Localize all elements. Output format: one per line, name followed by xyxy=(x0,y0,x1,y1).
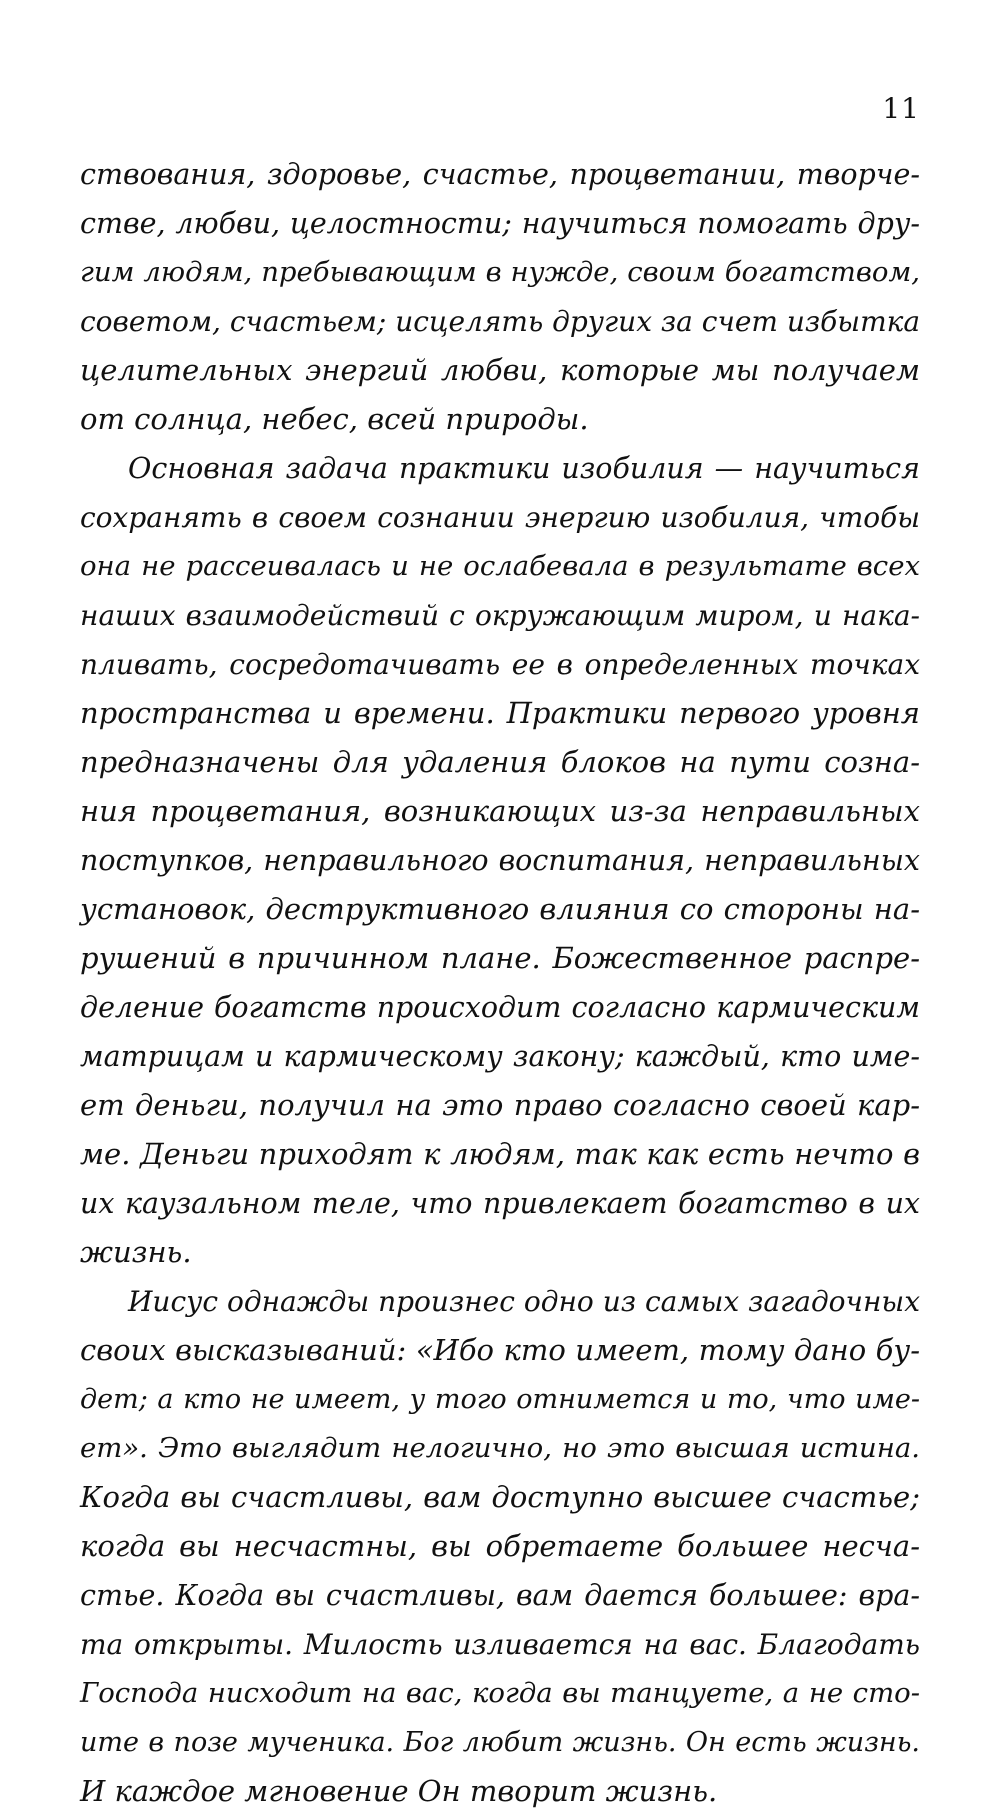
text-line: от солнца, небес, всей природы. xyxy=(80,402,589,436)
body-text xyxy=(80,150,920,1816)
text-line: советом, счастьем; исцелять других за счет избытка xyxy=(80,305,921,338)
text-line: она не рассеивалась и не ослабевала в результате всех xyxy=(80,550,920,582)
text-line: ния процветания, возникающих из-за неправильных xyxy=(80,794,920,828)
text-line: предназначены для удаления блоков на пути созна- xyxy=(80,745,920,779)
text-line: жизнь. xyxy=(80,1235,192,1269)
text-line: целительных энергий любви, которые мы получаем xyxy=(80,353,920,387)
text-line: их каузальном теле, что привлекает богатство в их xyxy=(80,1187,920,1220)
text-line: деление богатств происходит согласно кармическим xyxy=(80,991,920,1024)
paragraph xyxy=(80,150,920,444)
text-line: Когда вы счастливы, вам доступно высшее счастье; xyxy=(80,1480,920,1514)
text-line: матрицам и кармическому закону; каждый, кто име- xyxy=(80,1040,920,1073)
text-line: пространства и времени. Практики первого уровня xyxy=(80,696,920,730)
paragraph xyxy=(80,444,920,1277)
text-line: когда вы несчастны, вы обретаете большее несча- xyxy=(80,1529,920,1563)
text-line: ствования, здоровье, счастье, процветании, творче- xyxy=(80,158,920,191)
paragraph xyxy=(80,1277,920,1816)
text-line: та открыты. Милость изливается на вас. Благодать xyxy=(80,1628,920,1661)
text-line: И каждое мгновение Он творит жизнь. xyxy=(80,1774,718,1808)
text-line: наших взаимодействий с окружающим миром, и нака- xyxy=(80,599,920,632)
text-line: ме. Деньги приходят к людям, так как есть нечто в xyxy=(80,1137,920,1171)
text-line: гим людям, пребывающим в нужде, своим богатством, xyxy=(80,256,920,288)
text-line: установок, деструктивного влияния со стороны на- xyxy=(80,892,920,926)
text-line: своих высказываний: «Ибо кто имеет, тому дано бу- xyxy=(80,1333,920,1367)
text-line: ет деньги, получил на это право согласно своей кар- xyxy=(80,1088,920,1122)
text-line: стье. Когда вы счастливы, вам дается большее: вра- xyxy=(80,1579,920,1612)
text-line: Господа нисходит на вас, когда вы танцуете, а не сто- xyxy=(80,1677,920,1709)
page-number: 11 xyxy=(882,92,920,125)
text-line: ите в позе мученика. Бог любит жизнь. Он есть жизнь. xyxy=(80,1727,920,1758)
text-line: поступков, неправильного воспитания, неправильных xyxy=(80,844,920,877)
text-line: дет; а кто не имеет, у того отнимется и то, что име- xyxy=(80,1384,920,1415)
text-line: сохранять в своем сознании энергию изобилия, чтобы xyxy=(80,501,920,534)
text-line: Основная задача практики изобилия — научиться xyxy=(128,452,920,485)
text-line: ет». Это выглядит нелогично, но это высшая истина. xyxy=(80,1432,920,1464)
text-line: пливать, сосредотачивать ее в определенных точках xyxy=(80,648,920,681)
text-line: рушений в причинном плане. Божественное распре- xyxy=(80,941,920,975)
text-line: Иисус однажды произнес одно из самых загадочных xyxy=(128,1285,920,1318)
text-line: стве, любви, целостности; научиться помогать дру- xyxy=(80,207,920,240)
